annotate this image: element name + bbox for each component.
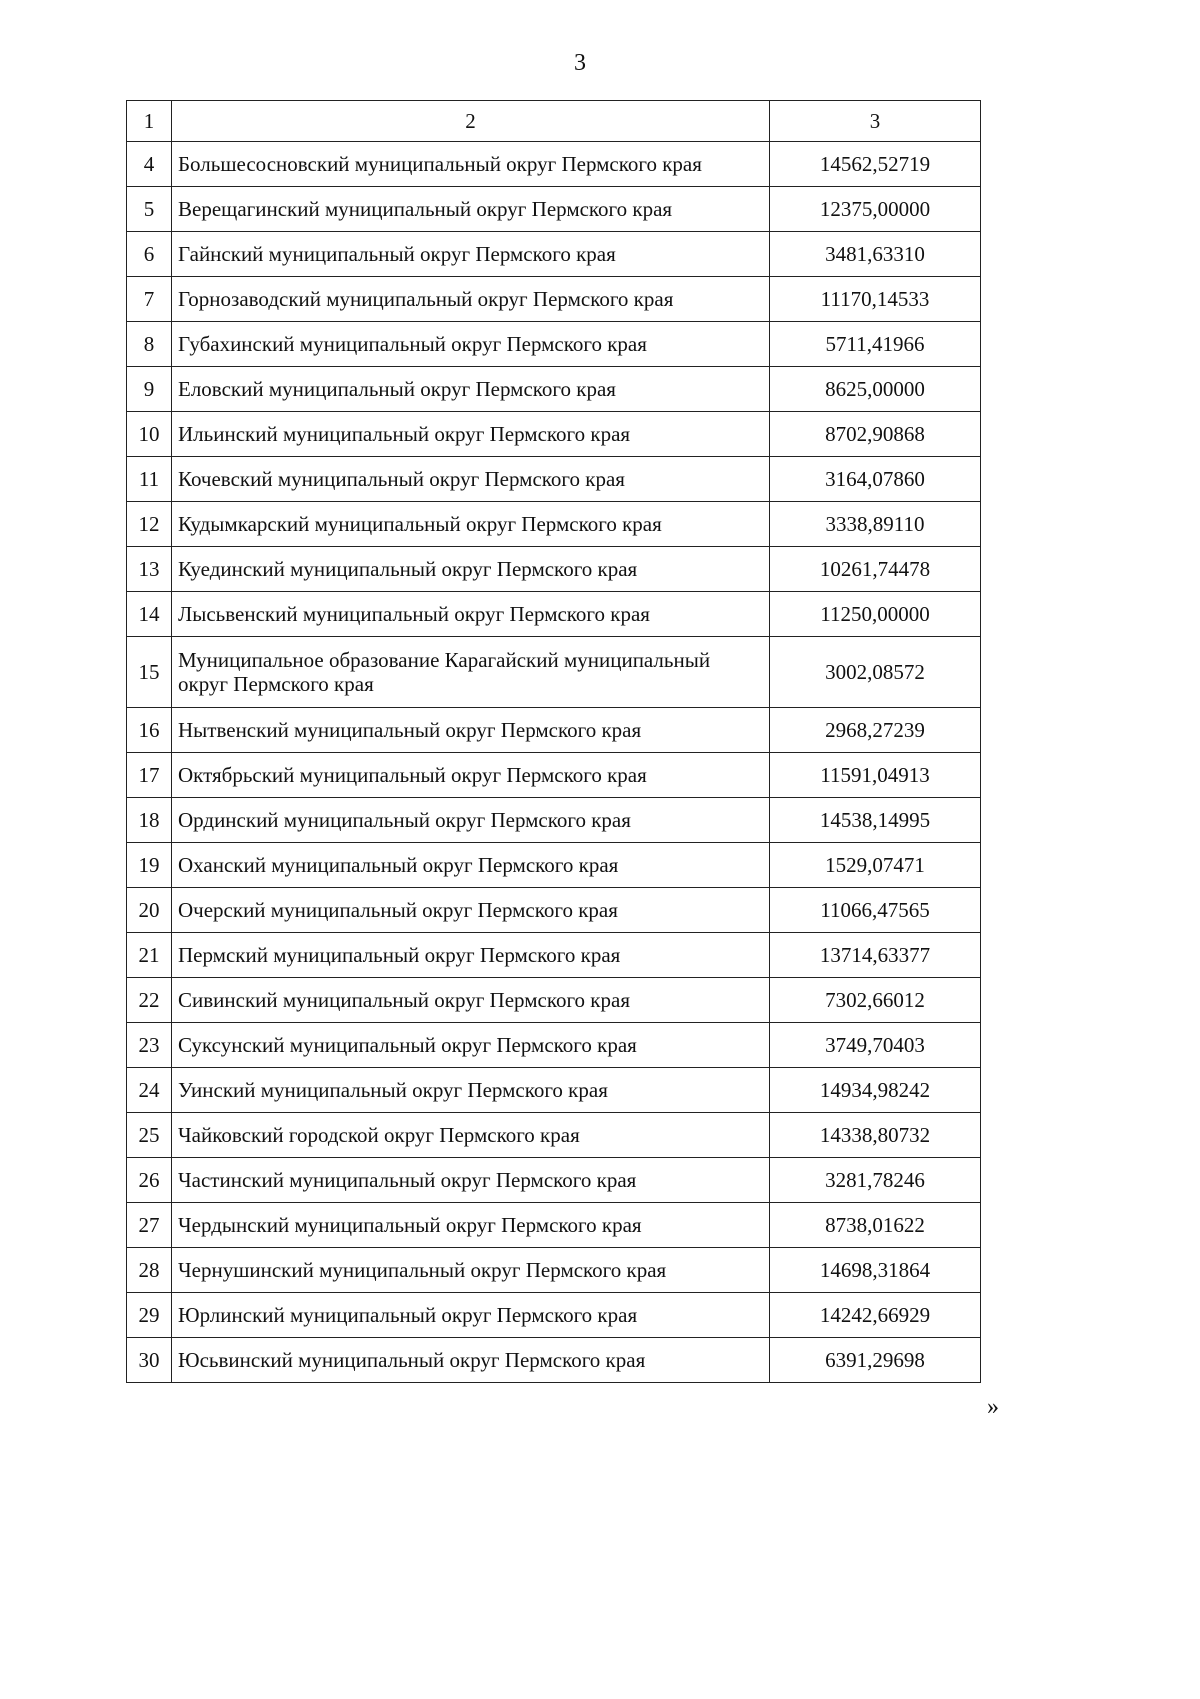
row-name-cell: Губахинский муниципальный округ Пермского края bbox=[172, 322, 770, 367]
row-number-cell: 20 bbox=[127, 888, 172, 933]
table-row bbox=[127, 843, 981, 888]
row-value-cell: 11170,14533 bbox=[770, 277, 981, 322]
table-row bbox=[127, 1248, 981, 1293]
table-row bbox=[127, 1023, 981, 1068]
header-cell-value: 3 bbox=[770, 101, 981, 142]
row-name-cell: Суксунский муниципальный округ Пермского края bbox=[172, 1023, 770, 1068]
row-value-cell: 14698,31864 bbox=[770, 1248, 981, 1293]
row-value-cell: 14338,80732 bbox=[770, 1113, 981, 1158]
row-number-cell: 18 bbox=[127, 798, 172, 843]
row-number-cell: 29 bbox=[127, 1293, 172, 1338]
row-name-cell: Нытвенский муниципальный округ Пермского края bbox=[172, 708, 770, 753]
row-name-cell: Верещагинский муниципальный округ Пермского края bbox=[172, 187, 770, 232]
row-number-cell: 10 bbox=[127, 412, 172, 457]
row-name-cell: Ординский муниципальный округ Пермского края bbox=[172, 798, 770, 843]
row-number-cell: 4 bbox=[127, 142, 172, 187]
row-name-cell: Очерский муниципальный округ Пермского края bbox=[172, 888, 770, 933]
table-row bbox=[127, 277, 981, 322]
row-value-cell: 3338,89110 bbox=[770, 502, 981, 547]
row-number-cell: 26 bbox=[127, 1158, 172, 1203]
row-number-cell: 24 bbox=[127, 1068, 172, 1113]
row-number-cell: 25 bbox=[127, 1113, 172, 1158]
row-value-cell: 14562,52719 bbox=[770, 142, 981, 187]
row-value-cell: 8738,01622 bbox=[770, 1203, 981, 1248]
row-name-cell: Юрлинский муниципальный округ Пермского края bbox=[172, 1293, 770, 1338]
header-cell-number: 1 bbox=[127, 101, 172, 142]
row-name-cell: Юсьвинский муниципальный округ Пермского края bbox=[172, 1338, 770, 1383]
table-row bbox=[127, 1203, 981, 1248]
table-row bbox=[127, 187, 981, 232]
row-number-cell: 5 bbox=[127, 187, 172, 232]
table-row bbox=[127, 708, 981, 753]
row-name-cell: Уинский муниципальный округ Пермского края bbox=[172, 1068, 770, 1113]
table-row bbox=[127, 367, 981, 412]
table-row bbox=[127, 322, 981, 367]
row-number-cell: 22 bbox=[127, 978, 172, 1023]
table-row bbox=[127, 457, 981, 502]
row-name-cell: Частинский муниципальный округ Пермского края bbox=[172, 1158, 770, 1203]
row-value-cell: 11250,00000 bbox=[770, 592, 981, 637]
row-value-cell: 11066,47565 bbox=[770, 888, 981, 933]
row-value-cell: 7302,66012 bbox=[770, 978, 981, 1023]
table-row bbox=[127, 1293, 981, 1338]
row-number-cell: 6 bbox=[127, 232, 172, 277]
table-row bbox=[127, 592, 981, 637]
row-value-cell: 3002,08572 bbox=[770, 637, 981, 708]
row-name-cell: Большесосновский муниципальный округ Пермского края bbox=[172, 142, 770, 187]
row-name-cell: Куединский муниципальный округ Пермского края bbox=[172, 547, 770, 592]
row-number-cell: 30 bbox=[127, 1338, 172, 1383]
row-value-cell: 3164,07860 bbox=[770, 457, 981, 502]
row-name-cell: Кудымкарский муниципальный округ Пермского края bbox=[172, 502, 770, 547]
row-number-cell: 17 bbox=[127, 753, 172, 798]
table-row bbox=[127, 978, 981, 1023]
row-number-cell: 28 bbox=[127, 1248, 172, 1293]
row-name-cell: Сивинский муниципальный округ Пермского края bbox=[172, 978, 770, 1023]
table-row bbox=[127, 547, 981, 592]
row-value-cell: 8702,90868 bbox=[770, 412, 981, 457]
table-row bbox=[127, 142, 981, 187]
table-row bbox=[127, 637, 981, 708]
row-name-cell: Пермский муниципальный округ Пермского края bbox=[172, 933, 770, 978]
row-name-cell: Ильинский муниципальный округ Пермского края bbox=[172, 412, 770, 457]
row-number-cell: 21 bbox=[127, 933, 172, 978]
row-value-cell: 8625,00000 bbox=[770, 367, 981, 412]
table-row bbox=[127, 798, 981, 843]
row-value-cell: 3481,63310 bbox=[770, 232, 981, 277]
table-row bbox=[127, 412, 981, 457]
table-row bbox=[127, 1113, 981, 1158]
row-value-cell: 14934,98242 bbox=[770, 1068, 981, 1113]
row-value-cell: 14538,14995 bbox=[770, 798, 981, 843]
table-row bbox=[127, 1338, 981, 1383]
row-value-cell: 11591,04913 bbox=[770, 753, 981, 798]
row-number-cell: 8 bbox=[127, 322, 172, 367]
row-name-cell: Горнозаводский муниципальный округ Пермского края bbox=[172, 277, 770, 322]
table-header-row bbox=[127, 101, 981, 142]
row-value-cell: 14242,66929 bbox=[770, 1293, 981, 1338]
row-number-cell: 27 bbox=[127, 1203, 172, 1248]
row-number-cell: 12 bbox=[127, 502, 172, 547]
row-name-cell: Чернушинский муниципальный округ Пермского края bbox=[172, 1248, 770, 1293]
closing-quote: » bbox=[987, 1394, 999, 1420]
row-value-cell: 2968,27239 bbox=[770, 708, 981, 753]
table-row bbox=[127, 753, 981, 798]
table-row bbox=[127, 1068, 981, 1113]
row-value-cell: 6391,29698 bbox=[770, 1338, 981, 1383]
row-number-cell: 23 bbox=[127, 1023, 172, 1068]
row-number-cell: 14 bbox=[127, 592, 172, 637]
row-number-cell: 15 bbox=[127, 637, 172, 708]
row-number-cell: 16 bbox=[127, 708, 172, 753]
row-value-cell: 3281,78246 bbox=[770, 1158, 981, 1203]
table-row bbox=[127, 933, 981, 978]
row-value-cell: 10261,74478 bbox=[770, 547, 981, 592]
row-value-cell: 5711,41966 bbox=[770, 322, 981, 367]
row-name-cell: Лысьвенский муниципальный округ Пермского края bbox=[172, 592, 770, 637]
table-row bbox=[127, 502, 981, 547]
table-row bbox=[127, 888, 981, 933]
table-row bbox=[127, 1158, 981, 1203]
row-number-cell: 9 bbox=[127, 367, 172, 412]
allocation-table bbox=[126, 100, 981, 1383]
row-name-cell: Гайнский муниципальный округ Пермского края bbox=[172, 232, 770, 277]
header-cell-name: 2 bbox=[172, 101, 770, 142]
page-number: 3 bbox=[574, 50, 586, 76]
row-name-cell: Оханский муниципальный округ Пермского края bbox=[172, 843, 770, 888]
row-number-cell: 7 bbox=[127, 277, 172, 322]
row-value-cell: 12375,00000 bbox=[770, 187, 981, 232]
row-name-cell: Муниципальное образование Карагайский муниципальный округ Пермского края bbox=[172, 637, 770, 708]
row-value-cell: 1529,07471 bbox=[770, 843, 981, 888]
row-value-cell: 13714,63377 bbox=[770, 933, 981, 978]
row-value-cell: 3749,70403 bbox=[770, 1023, 981, 1068]
row-name-cell: Чердынский муниципальный округ Пермского края bbox=[172, 1203, 770, 1248]
row-name-cell: Еловский муниципальный округ Пермского края bbox=[172, 367, 770, 412]
row-name-cell: Октябрьский муниципальный округ Пермского края bbox=[172, 753, 770, 798]
table-row bbox=[127, 232, 981, 277]
row-name-cell: Чайковский городской округ Пермского края bbox=[172, 1113, 770, 1158]
row-name-cell: Кочевский муниципальный округ Пермского края bbox=[172, 457, 770, 502]
row-number-cell: 19 bbox=[127, 843, 172, 888]
row-number-cell: 13 bbox=[127, 547, 172, 592]
row-number-cell: 11 bbox=[127, 457, 172, 502]
